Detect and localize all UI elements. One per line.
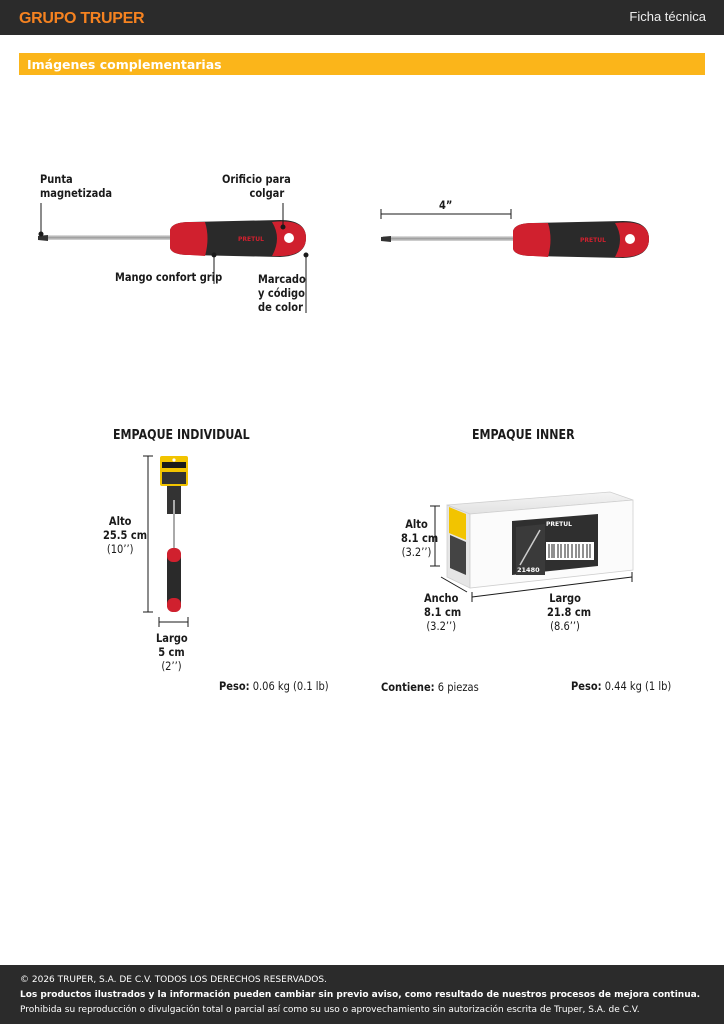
handle-brand-text: PRETUL	[238, 236, 264, 243]
box-brand: PRETUL	[546, 521, 572, 528]
callout-orificio: Orificio para colgar	[222, 172, 291, 200]
svg-text:PRETUL: PRETUL	[580, 237, 606, 244]
inner-alto: Alto 8.1 cm (3.2’’)	[401, 517, 439, 559]
footer-copyright: © 2026 TRUPER, S.A. DE C.V. TODOS LOS DERECHOS RESERVADOS.	[20, 975, 327, 985]
handle-grip-red	[170, 222, 208, 256]
shaft	[40, 235, 172, 240]
footer-notice: Los productos ilustrados y la información pueden cambiar sin previo aviso, como resultado de nuestros procesos de mejora continua.	[20, 990, 701, 1000]
individual-alto: Alto 25.5 cm (10’’)	[103, 514, 148, 556]
inner-largo: Largo 21.8 cm (8.6’’)	[547, 591, 592, 633]
individual-package-image	[143, 456, 188, 627]
footer	[0, 965, 724, 1024]
document-title: Ficha técnica	[629, 9, 706, 24]
individual-largo: Largo 5 cm (2’’)	[156, 631, 188, 673]
hang-hole	[284, 233, 294, 243]
inner-box-image	[430, 492, 633, 602]
inner-peso: Peso: 0.44 kg (1 lb)	[571, 679, 672, 693]
box-code: 21480	[517, 566, 540, 574]
length-label: 4”	[439, 198, 453, 212]
callout-punta: Punta magnetizada	[40, 172, 113, 200]
screwdriver-callout-image	[38, 220, 306, 257]
individual-package-title: EMPAQUE INDIVIDUAL	[113, 428, 250, 443]
inner-ancho: Ancho 8.1 cm (3.2’’)	[424, 591, 462, 633]
individual-peso: Peso: 0.06 kg (0.1 lb)	[219, 679, 329, 693]
callout-marcado: Marcado y código de color	[258, 272, 306, 314]
inner-package-title: EMPAQUE INNER	[472, 428, 575, 443]
screwdriver-length-image	[381, 209, 649, 258]
inner-contiene: Contiene: 6 piezas	[381, 680, 479, 694]
section-title: Imágenes complementarias	[27, 57, 222, 72]
callout-mango: Mango confort grip	[115, 270, 223, 284]
footer-legal: Prohibida su reproducción o divulgación total o parcial así como su uso o aprovechamiento sin autorización escrita de Truper, S.A. de C.V.	[20, 1005, 640, 1015]
brand-logo: GRUPO TRUPER	[19, 10, 145, 27]
